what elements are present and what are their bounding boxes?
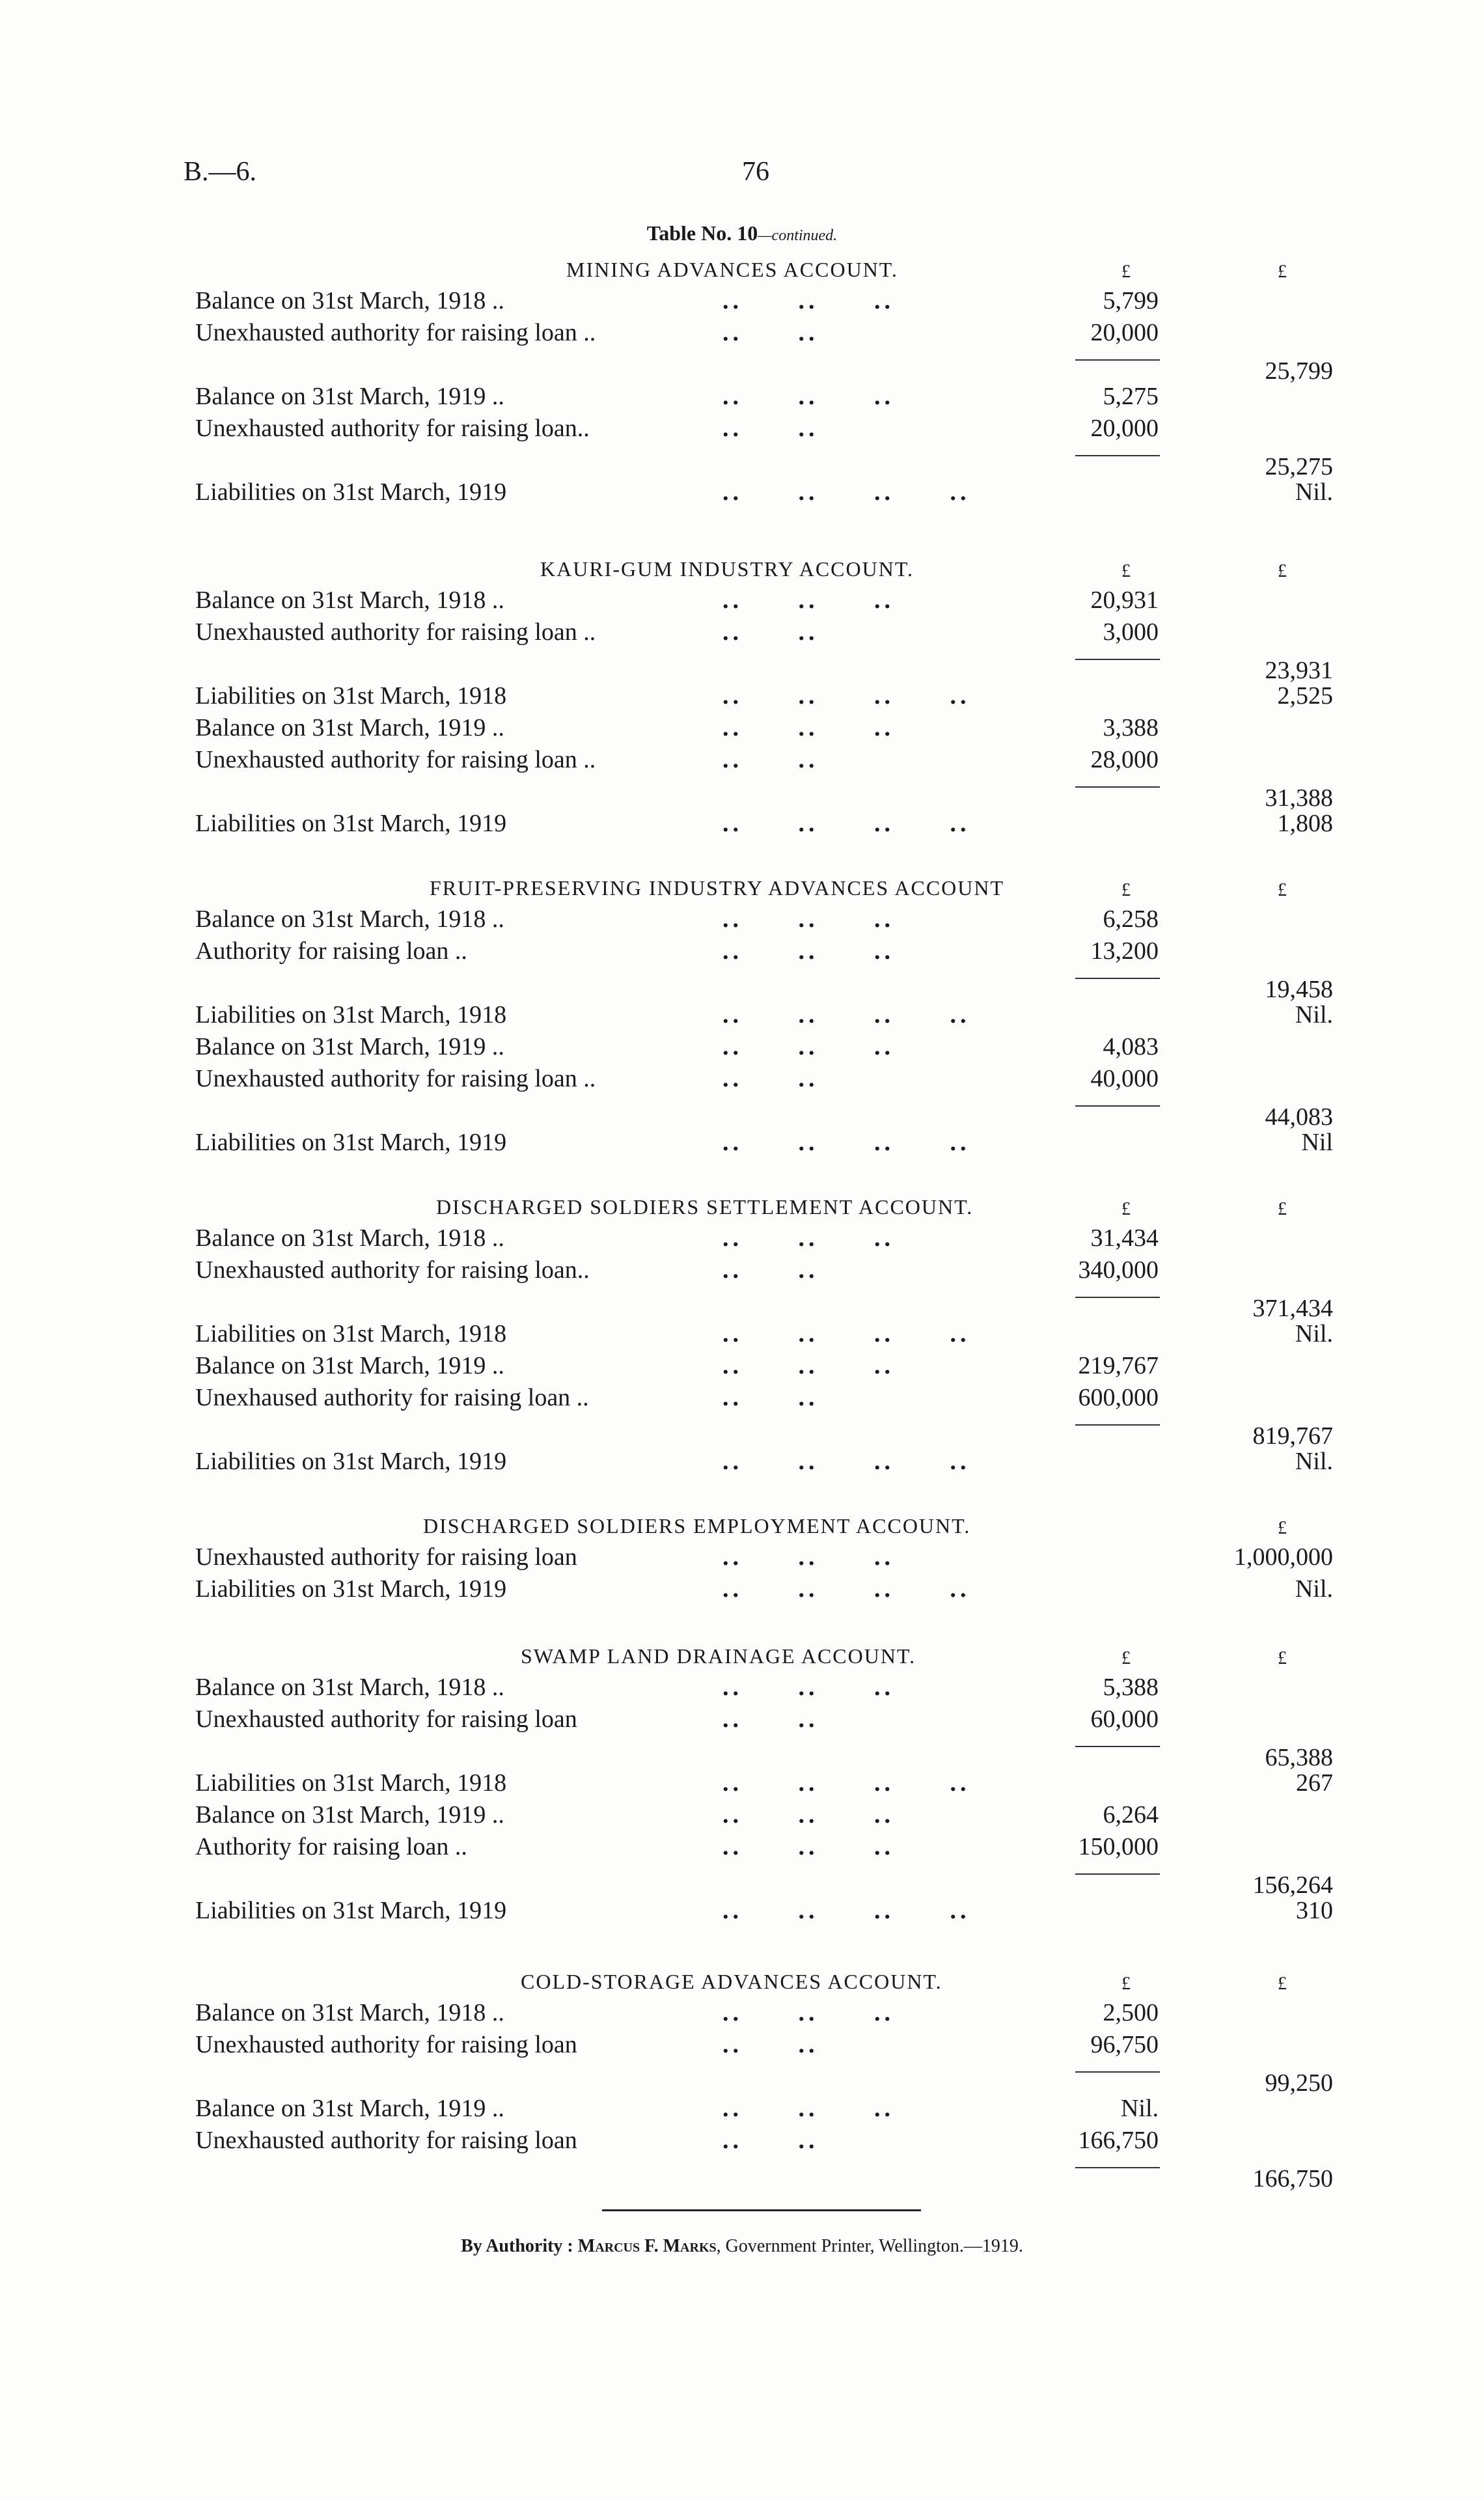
account-row: [0, 318, 1484, 350]
account-row: [0, 1801, 1484, 1832]
leader-dots: .. ..: [722, 1384, 819, 1411]
row-amount: 28,000: [1090, 746, 1159, 773]
row-label: Liabilities on 31st March, 1918: [195, 682, 507, 710]
row-total: Nil.: [1295, 1320, 1333, 1347]
account-section: [0, 1640, 1484, 1928]
account-row: [0, 745, 1484, 777]
section-title: DISCHARGED SOLDIERS SETTLEMENT ACCOUNT.: [436, 1195, 974, 1219]
leader-dots: .. ..: [722, 1256, 819, 1284]
section-title: MINING ADVANCES ACCOUNT.: [566, 258, 898, 281]
leader-dots: .. .. ..: [722, 1033, 894, 1060]
currency-header-b: £: [1278, 1648, 1287, 1668]
leader-dots: .. .. .. ..: [722, 1129, 970, 1156]
leader-dots: .. ..: [722, 746, 819, 773]
leader-dots: .. .. ..: [722, 905, 894, 933]
leader-dots: .. .. ..: [722, 1801, 894, 1829]
subtotal-rule: [1075, 359, 1160, 361]
row-amount: 5,275: [1103, 383, 1159, 410]
row-label: Balance on 31st March, 1919 ..: [195, 1801, 504, 1829]
row-label: Liabilities on 31st March, 1918: [195, 1320, 507, 1347]
leader-dots: .. .. .. ..: [722, 1448, 970, 1475]
account-row: [0, 937, 1484, 969]
row-label: Unexhausted authority for raising loan ..: [195, 746, 596, 773]
imprint-prefix: By Authority :: [461, 2236, 573, 2256]
row-amount: 3,000: [1103, 618, 1159, 646]
row-total: 310: [1296, 1897, 1333, 1924]
section-title: KAURI-GUM INDUSTRY ACCOUNT.: [540, 557, 914, 581]
account-row: [0, 618, 1484, 650]
section-header: [0, 1510, 1484, 1543]
subtotal-row: [0, 2158, 1484, 2190]
row-label: Liabilities on 31st March, 1919: [195, 1897, 507, 1924]
leader-dots: .. .. ..: [722, 287, 894, 314]
account-row: [0, 1064, 1484, 1096]
subtotal-value: 25,799: [1265, 357, 1333, 385]
account-row: [0, 809, 1484, 841]
leader-dots: .. .. ..: [722, 587, 894, 614]
account-row: [0, 414, 1484, 446]
row-label: Authority for raising loan ..: [195, 1833, 467, 1860]
section-title: DISCHARGED SOLDIERS EMPLOYMENT ACCOUNT.: [423, 1514, 971, 1538]
leader-dots: .. .. ..: [722, 937, 894, 965]
subtotal-value: 31,388: [1265, 784, 1333, 812]
row-total: Nil.: [1295, 1575, 1333, 1603]
subtotal-value: 19,458: [1265, 976, 1333, 1003]
subtotal-row: [0, 1737, 1484, 1769]
footer-rule: [602, 2209, 921, 2211]
row-amount: 60,000: [1090, 1705, 1159, 1733]
row-label: Unexhausted authority for raising loan ..: [195, 1065, 596, 1092]
table-title-main: Table No. 10: [646, 221, 758, 245]
subtotal-value: 99,250: [1265, 2069, 1333, 2097]
account-row: [0, 1351, 1484, 1383]
subtotal-rule: [1075, 1297, 1160, 1298]
subtotal-rule: [1075, 455, 1160, 456]
currency-header-b: £: [1278, 561, 1287, 581]
leader-dots: .. ..: [722, 2127, 819, 2154]
row-amount: 6,258: [1103, 905, 1159, 933]
row-amount: 166,750: [1078, 2127, 1159, 2154]
leader-dots: .. ..: [722, 2031, 819, 2058]
subtotal-value: 65,388: [1265, 1744, 1333, 1771]
leader-dots: .. .. .. ..: [722, 1575, 970, 1603]
row-label: Unexhausted authority for raising loan..: [195, 1256, 590, 1284]
printer-imprint: [0, 2236, 1484, 2257]
currency-header-a: £: [1121, 1199, 1131, 1219]
subtotal-value: 166,750: [1252, 2165, 1333, 2192]
document-reference: B.—6.: [184, 157, 257, 187]
section-header: [0, 1966, 1484, 1998]
row-label: Liabilities on 31st March, 1919: [195, 478, 507, 506]
imprint-rest: , Government Printer, Wellington.—1919.: [716, 2236, 1023, 2256]
subtotal-value: 44,083: [1265, 1103, 1333, 1131]
row-amount: 3,388: [1103, 714, 1159, 741]
subtotal-value: 819,767: [1252, 1422, 1333, 1450]
subtotal-rule: [1075, 659, 1160, 660]
row-amount: 5,388: [1103, 1674, 1159, 1701]
leader-dots: .. .. ..: [722, 1833, 894, 1860]
account-row: [0, 1383, 1484, 1415]
section-header: [0, 254, 1484, 286]
row-amount: 20,000: [1090, 415, 1159, 442]
subtotal-rule: [1075, 1105, 1160, 1107]
row-amount: 340,000: [1078, 1256, 1159, 1284]
currency-header-a: £: [1121, 1974, 1131, 1994]
row-label: Unexhausted authority for raising loan: [195, 2127, 577, 2154]
row-amount: 219,767: [1078, 1352, 1159, 1379]
row-label: Balance on 31st March, 1918 ..: [195, 587, 504, 614]
account-row: [0, 1896, 1484, 1928]
account-row: [0, 1705, 1484, 1737]
leader-dots: .. ..: [722, 1705, 819, 1733]
subtotal-row: [0, 1096, 1484, 1131]
leader-dots: .. .. .. ..: [722, 810, 970, 837]
leader-dots: .. .. .. ..: [722, 1897, 970, 1924]
table-title: [0, 221, 1484, 245]
row-label: Balance on 31st March, 1919 ..: [195, 2095, 504, 2122]
subtotal-row: [0, 777, 1484, 812]
subtotal-rule: [1075, 1746, 1160, 1747]
account-row: [0, 2126, 1484, 2158]
account-row: [0, 1447, 1484, 1479]
row-amount: 2,500: [1103, 1999, 1159, 2026]
subtotal-value: 371,434: [1252, 1295, 1333, 1322]
row-amount: 13,200: [1090, 937, 1159, 965]
row-label: Unexhausted authority for raising loan: [195, 1705, 577, 1733]
currency-header-b: £: [1278, 880, 1287, 900]
row-amount: 150,000: [1078, 1833, 1159, 1860]
section-title: SWAMP LAND DRAINAGE ACCOUNT.: [521, 1644, 916, 1668]
row-total: 267: [1296, 1769, 1333, 1797]
page-number: 76: [742, 157, 769, 187]
subtotal-rule: [1075, 1873, 1160, 1875]
account-row: [0, 1256, 1484, 1288]
section-header: [0, 1640, 1484, 1673]
row-total: Nil.: [1295, 1448, 1333, 1475]
row-amount: 40,000: [1090, 1065, 1159, 1092]
leader-dots: .. .. ..: [722, 1352, 894, 1379]
account-row: [0, 1832, 1484, 1864]
leader-dots: .. .. ..: [722, 1999, 894, 2026]
account-row: [0, 1001, 1484, 1032]
leader-dots: .. ..: [722, 319, 819, 346]
account-row: [0, 1575, 1484, 1607]
row-total: Nil.: [1295, 478, 1333, 506]
row-label: Balance on 31st March, 1919 ..: [195, 1352, 504, 1379]
row-total: 1,000,000: [1234, 1543, 1333, 1571]
row-label: Unexhausted authority for raising loan: [195, 2031, 577, 2058]
row-total: Nil.: [1295, 1001, 1333, 1029]
subtotal-value: 25,275: [1265, 453, 1333, 480]
row-label: Balance on 31st March, 1918 ..: [195, 1999, 504, 2026]
row-label: Unexhausted authority for raising loan ..: [195, 319, 596, 346]
subtotal-row: [0, 1864, 1484, 1899]
account-row: [0, 1769, 1484, 1801]
row-label: Liabilities on 31st March, 1918: [195, 1769, 507, 1797]
currency-header-a: £: [1121, 262, 1131, 282]
account-row: [0, 382, 1484, 414]
leader-dots: .. ..: [722, 618, 819, 646]
leader-dots: .. .. .. ..: [722, 478, 970, 506]
subtotal-row: [0, 650, 1484, 682]
section-header: [0, 1191, 1484, 1224]
account-row: [0, 1673, 1484, 1705]
currency-header-b: £: [1278, 1199, 1287, 1219]
leader-dots: .. .. ..: [722, 2095, 894, 2122]
row-label: Liabilities on 31st March, 1919: [195, 810, 507, 837]
row-label: Authority for raising loan ..: [195, 937, 467, 965]
row-total: 2,525: [1277, 682, 1333, 710]
subtotal-row: [0, 446, 1484, 478]
section-title: COLD-STORAGE ADVANCES ACCOUNT.: [521, 1970, 942, 1993]
account-row: [0, 1128, 1484, 1160]
row-label: Balance on 31st March, 1918 ..: [195, 1674, 504, 1701]
subtotal-row: [0, 2062, 1484, 2097]
account-row: [0, 2030, 1484, 2062]
subtotal-value: 156,264: [1252, 1871, 1333, 1899]
imprint-printer: Marcus F. Marks: [577, 2236, 717, 2256]
leader-dots: .. .. .. ..: [722, 1320, 970, 1347]
account-section: [0, 1966, 1484, 2190]
row-label: Liabilities on 31st March, 1919: [195, 1575, 507, 1603]
row-amount: 4,083: [1103, 1033, 1159, 1060]
account-row: [0, 905, 1484, 937]
row-label: Balance on 31st March, 1918 ..: [195, 287, 504, 314]
account-section: [0, 1191, 1484, 1479]
row-amount: 31,434: [1090, 1224, 1159, 1252]
account-row: [0, 1032, 1484, 1064]
leader-dots: .. .. .. ..: [722, 682, 970, 710]
account-section: [0, 553, 1484, 841]
row-amount: 6,264: [1103, 1801, 1159, 1829]
row-amount: 5,799: [1103, 287, 1159, 314]
currency-header-a: £: [1121, 880, 1131, 900]
subtotal-rule: [1075, 2167, 1160, 2168]
currency-header-a: £: [1121, 1648, 1131, 1668]
subtotal-rule: [1075, 978, 1160, 979]
account-row: [0, 1224, 1484, 1256]
leader-dots: .. .. ..: [722, 1674, 894, 1701]
row-label: Liabilities on 31st March, 1919: [195, 1448, 507, 1475]
section-header: [0, 872, 1484, 905]
subtotal-value: 23,931: [1265, 657, 1333, 684]
leader-dots: .. .. .. ..: [722, 1001, 970, 1029]
row-total: Nil: [1301, 1129, 1333, 1156]
leader-dots: .. ..: [722, 415, 819, 442]
account-row: [0, 2094, 1484, 2126]
account-row: [0, 713, 1484, 745]
row-amount: 96,750: [1090, 2031, 1159, 2058]
subtotal-row: [0, 350, 1484, 385]
leader-dots: .. .. ..: [722, 714, 894, 741]
row-amount: Nil.: [1120, 2095, 1159, 2122]
leader-dots: .. .. ..: [722, 383, 894, 410]
row-label: Unexhausted authority for raising loan: [195, 1543, 577, 1571]
account-section: [0, 1510, 1484, 1607]
subtotal-rule: [1075, 2071, 1160, 2073]
section-title: FRUIT-PRESERVING INDUSTRY ADVANCES ACCOUNT: [430, 876, 1005, 900]
currency-header-b: £: [1278, 262, 1287, 282]
account-row: [0, 1998, 1484, 2030]
currency-header-a: £: [1121, 561, 1131, 581]
row-label: Balance on 31st March, 1918 ..: [195, 905, 504, 933]
leader-dots: .. .. .. ..: [722, 1769, 970, 1797]
leader-dots: .. .. ..: [722, 1224, 894, 1252]
account-row: [0, 1543, 1484, 1575]
row-label: Unexhausted authority for raising loan..: [195, 415, 590, 442]
leader-dots: .. ..: [722, 1065, 819, 1092]
subtotal-row: [0, 969, 1484, 1001]
row-label: Unexhaused authority for raising loan ..: [195, 1384, 589, 1411]
account-row: [0, 286, 1484, 318]
row-total: 1,808: [1277, 810, 1333, 837]
row-label: Balance on 31st March, 1918 ..: [195, 1224, 504, 1252]
subtotal-row: [0, 1288, 1484, 1322]
account-row: [0, 586, 1484, 618]
currency-header-b: £: [1278, 1974, 1287, 1994]
row-amount: 600,000: [1078, 1384, 1159, 1411]
account-section: [0, 872, 1484, 1160]
subtotal-row: [0, 1415, 1484, 1450]
currency-header-b: £: [1278, 1518, 1287, 1538]
account-row: [0, 1319, 1484, 1351]
account-section: [0, 254, 1484, 510]
subtotal-rule: [1075, 786, 1160, 788]
section-header: [0, 553, 1484, 586]
row-label: Balance on 31st March, 1919 ..: [195, 1033, 504, 1060]
table-title-suffix: —continued.: [758, 227, 838, 244]
row-label: Unexhausted authority for raising loan ..: [195, 618, 596, 646]
subtotal-rule: [1075, 1424, 1160, 1426]
row-amount: 20,931: [1090, 587, 1159, 614]
row-amount: 20,000: [1090, 319, 1159, 346]
leader-dots: .. .. ..: [722, 1543, 894, 1571]
account-row: [0, 478, 1484, 510]
row-label: Liabilities on 31st March, 1919: [195, 1129, 507, 1156]
account-row: [0, 682, 1484, 713]
row-label: Liabilities on 31st March, 1918: [195, 1001, 507, 1029]
row-label: Balance on 31st March, 1919 ..: [195, 714, 504, 741]
row-label: Balance on 31st March, 1919 ..: [195, 383, 504, 410]
